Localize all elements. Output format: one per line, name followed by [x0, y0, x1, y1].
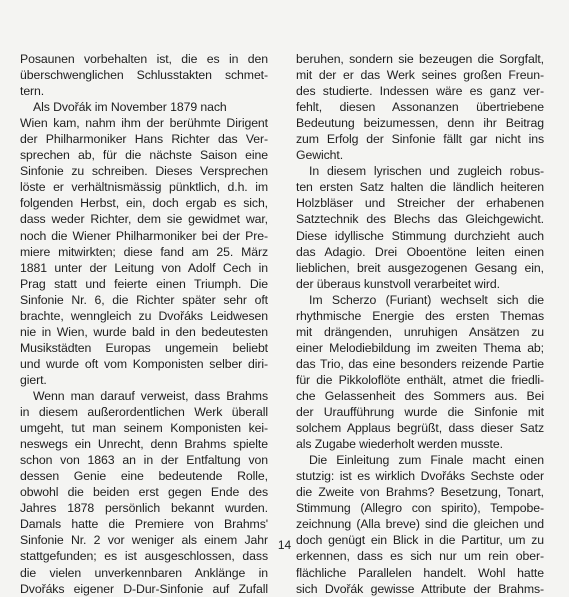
text-line: Satztechnik des Blechs das Gleichgewicht. [296, 212, 544, 227]
right-text-column [296, 51, 544, 597]
text-line: Wenn man darauf verweist, dass Brahms [33, 388, 268, 403]
text-line: doch genügt ein Blick in die Partitur, um zu [296, 533, 544, 548]
text-line: Die Einleitung zum Finale macht einen [309, 453, 544, 468]
text-line: fehlt, diesen Assonanzen übertriebene [296, 100, 544, 115]
text-line: solchem Applaus begrüßt, dass dieser Satz [296, 421, 544, 436]
text-line: 1881 unter der Leitung von Adolf Cech in [20, 260, 268, 275]
text-line: Wien kam, nahm ihm der berühmte Dirigent [20, 116, 268, 131]
text-line: überschwenglichen Schlusstakten schmet- [20, 68, 268, 83]
text-line: in diesem außerordentlichen Werk überall [20, 405, 268, 420]
text-line: Sinfonie Nr. 2 vor weniger als einem Jahr [20, 533, 268, 548]
text-line: noch die Wiener Philharmoniker bei der Pre- [20, 228, 268, 243]
text-line: rhythmische Energie des ersten Themas [296, 308, 544, 323]
text-line: mit der er das Werk seines großen Freun- [296, 68, 544, 83]
text-line: Holzbläser und Streicher der erhabenen [296, 196, 544, 211]
text-line: che Gelassenheit des Sommers aus. Bei [296, 388, 544, 403]
text-line: nie in Wien, wurde bald in den bedeutesten [20, 324, 268, 339]
page-number: 14 [277, 538, 292, 552]
text-line: für die Pikkoloflöte enthält, atmet die friedli- [296, 372, 544, 387]
text-line: mit drängenden, unruhigen Ansätzen zu [296, 324, 544, 339]
text-line: Diese idyllische Stimmung durchzieht auch [296, 228, 544, 243]
text-line: ten ersten Satz halten die ländlich heiteren [296, 180, 544, 195]
text-line: lieblichen, breit ausgezogenen Gesang ein, [296, 260, 544, 275]
text-line: Posaunen vorbehalten ist, die es in den [20, 52, 268, 66]
text-line: Dvořáks eigener D-Dur-Sinfonie auf Zufall [20, 581, 268, 596]
text-line: zeichnung (Alla breve) sind die gleichen und [296, 517, 544, 532]
text-line: das Trio, das eine besonders reizende Partie [296, 356, 544, 371]
text-line: der überaus kunstvoll verarbeitet wird. [296, 276, 500, 291]
text-line: folgenden Herbst, ein, doch ergab es sich, [20, 196, 268, 211]
text-line: brachte, wenngleich zu Dvořáks Leidwesen [20, 308, 268, 323]
text-line: Stimmung (Allegro con spirito), Tempobe- [296, 501, 544, 516]
text-line: sprechen ab, für die nächste Saison eine [20, 148, 268, 163]
text-line: Gewicht. [296, 148, 344, 163]
text-line: des studierte. Indessen wäre es ganz ver- [296, 84, 544, 99]
text-line: beruhen, sondern sie bezeugen die Sorgfalt, [296, 52, 544, 66]
text-line: In diesem lyrischen und zugleich robus- [309, 164, 544, 179]
text-line: Prag statt und feierte einen Triumph. Die [20, 276, 268, 291]
text-line: stattgefunden; es ist ausgeschlossen, dass [20, 549, 268, 564]
text-line: Sinfonie Nr. 6, die Richter später sehr oft [20, 292, 268, 307]
text-line: und wurde oft vom Komponisten selber diri- [20, 356, 268, 371]
text-line: obwohl die beiden erst gegen Ende des [20, 485, 268, 500]
text-line: einer Melodiebildung im zweiten Thema ab; [296, 340, 544, 355]
text-line: erkennen, dass es sich nur um rein ober- [296, 549, 544, 564]
text-line: löste er verhältnismässig pünktlich, d.h. im [20, 180, 268, 195]
text-line: Jahres 1878 persönlich bekannt wurden. [20, 501, 268, 516]
text-line: der Uraufführung wurde die Sinfonie mit [296, 405, 544, 420]
text-line: Damals hatte die Premiere von Brahms' [20, 517, 268, 532]
text-line: Als Dvořák im November 1879 nach [33, 100, 227, 115]
text-line: tern. [20, 84, 45, 99]
text-line: giert. [20, 372, 47, 387]
text-line: miere mitwirkten; diese fand am 25. März [20, 244, 268, 259]
text-line: als Zugabe wiederholt werden musste. [296, 437, 503, 452]
text-line: Sinfonie zu schreiben. Dieses Versprechen [20, 164, 268, 179]
text-line: zum Erfolg der Sinfonie fällt gar nicht ins [296, 132, 544, 147]
text-line: die Zweite von Brahms? Besetzung, Tonart, [296, 485, 544, 500]
text-line: sich Dvořák gewisse Attribute der Brahms- [296, 581, 544, 596]
text-line: dessen Genie eine bedeutende Rolle, [20, 469, 268, 484]
text-line: umgeht, tut man seinem Komponisten kei- [20, 421, 268, 436]
text-line: schon von 1863 an in der Entfaltung von [20, 453, 268, 468]
text-line: flächliche Parallelen handelt. Wohl hatte [296, 565, 544, 580]
text-line: Im Scherzo (Furiant) wechselt sich die [309, 292, 544, 307]
text-line: stutzig: ist es wirklich Dvořáks Sechste oder [296, 469, 544, 484]
text-line: die vielen unverkennbaren Anklänge in [20, 565, 268, 580]
text-line: dass weder Richter, dem sie gewidmet war, [20, 212, 268, 227]
text-line: Musikstädten Europas ungemein beliebt [20, 340, 268, 355]
text-line: Bedeutung beizumessen, denn ihr Beitrag [296, 116, 544, 131]
text-line: das Adagio. Drei Oboentöne leiten einen [296, 244, 544, 259]
left-text-column [20, 51, 268, 597]
text-line: neswegs ein Unrecht, denn Brahms spielte [20, 437, 268, 452]
text-line: der Philharmoniker Hans Richter das Ver- [20, 132, 268, 147]
